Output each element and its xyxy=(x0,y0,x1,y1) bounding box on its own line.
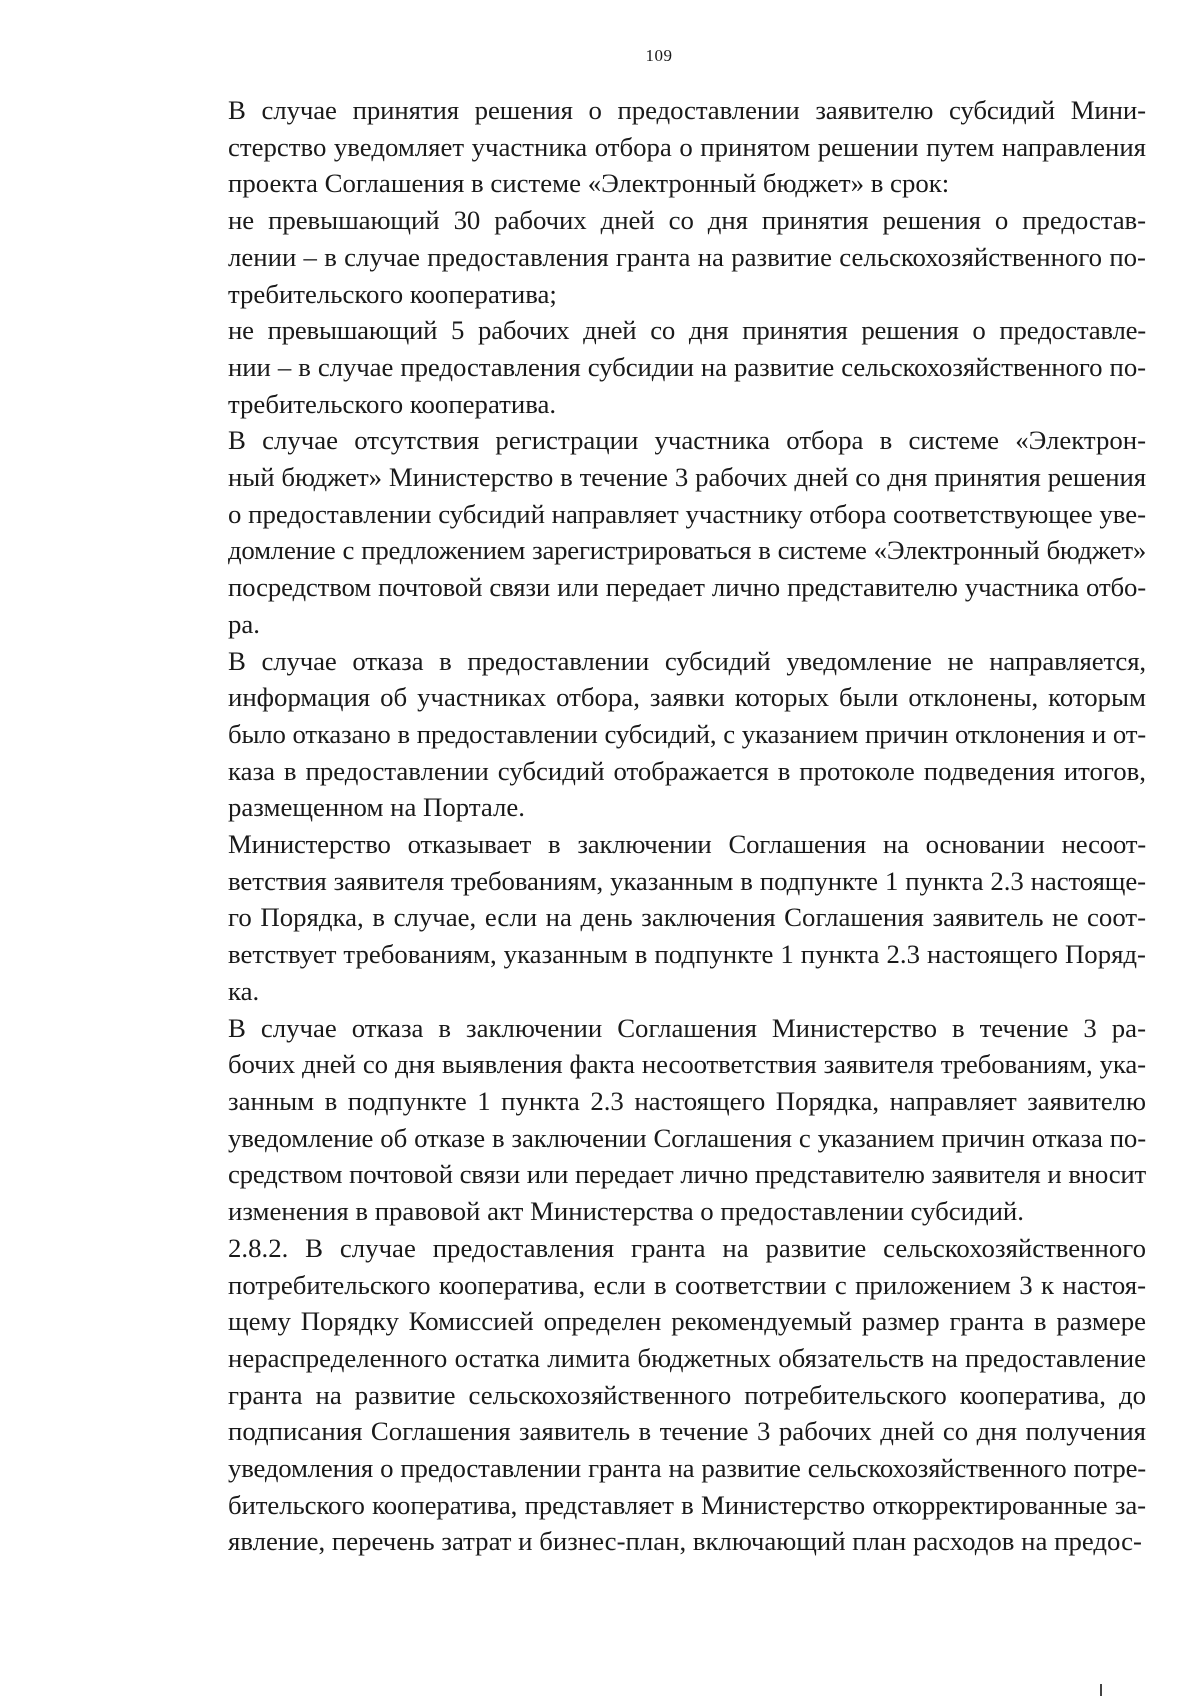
text-line: требительского кооператива. xyxy=(228,388,557,419)
text-line: В случае отказа в предоставлении субсидий уведомление не направляется, xyxy=(228,645,1146,676)
text-line: нераспределенного остатка лимита бюджетных обязательств на предоставление xyxy=(228,1342,1146,1373)
text-line: ветствует требованиям, указанным в подпункте 1 пункта 2.3 настоящего Поряд- xyxy=(228,939,1146,970)
text-line: лении – в случае предоставления гранта на развитие сельскохозяйственного по- xyxy=(228,241,1146,272)
page-number: 109 xyxy=(645,46,673,65)
text-line: ный бюджет» Министерство в течение 3 рабочих дней со дня принятия решения xyxy=(228,462,1146,493)
text-line: потребительского кооператива, если в соответствии с приложением 3 к настоя- xyxy=(228,1269,1146,1300)
text-line: гранта на развитие сельскохозяйственного потребительского кооператива, до xyxy=(228,1379,1146,1410)
paragraph xyxy=(158,1230,1146,1560)
text-line: о предоставлении субсидий направляет участнику отбора соответствующее уве- xyxy=(228,498,1147,529)
text-line: В случае отсутствия регистрации участника отбора в системе «Электрон- xyxy=(228,425,1146,456)
paragraph xyxy=(158,92,1146,202)
text-line: занным в подпункте 1 пункта 2.3 настоящего Порядка, направляет заявителю xyxy=(228,1085,1146,1116)
text-line: явление, перечень затрат и бизнес-план, включающий план расходов на предос- xyxy=(228,1526,1142,1557)
text-line: ка. xyxy=(228,975,260,1006)
text-line: нии – в случае предоставления субсидии на развитие сельскохозяйственного по- xyxy=(228,351,1146,382)
paragraph xyxy=(158,202,1146,312)
text-line: щему Порядку Комиссией определен рекомендуемый размер гранта в размере xyxy=(228,1306,1146,1337)
text-line: средством почтовой связи или передает лично представителю заявителя и вносит xyxy=(228,1159,1146,1190)
text-line: не превышающий 30 рабочих дней со дня принятия решения о предостав- xyxy=(228,205,1146,236)
paragraph xyxy=(158,422,1146,642)
text-line: бительского кооператива, представляет в Министерство откорректированные за- xyxy=(228,1489,1146,1520)
text-line: было отказано в предоставлении субсидий, с указанием причин отклонения и от- xyxy=(228,718,1146,749)
scan-mark xyxy=(1100,1684,1102,1696)
text-line: уведомления о предоставлении гранта на развитие сельскохозяйственного потре- xyxy=(228,1453,1146,1484)
text-line: подписания Соглашения заявитель в течение 3 рабочих дней со дня получения xyxy=(228,1416,1146,1447)
text-line: уведомление об отказе в заключении Соглашения с указанием причин отказа по- xyxy=(228,1122,1146,1153)
paragraph xyxy=(158,826,1146,1010)
text-line: размещенном на Портале. xyxy=(228,792,525,823)
text-line: требительского кооператива; xyxy=(228,278,557,309)
text-line: изменения в правовой акт Министерства о предоставлении субсидий. xyxy=(228,1196,1024,1227)
text-line: го Порядка, в случае, если на день заключения Соглашения заявитель не соот- xyxy=(228,902,1146,933)
text-line: посредством почтовой связи или передает лично представителю участника отбо- xyxy=(228,572,1146,603)
text-line: В случае принятия решения о предоставлении заявителю субсидий Мини- xyxy=(228,95,1146,125)
paragraph xyxy=(158,643,1146,827)
text-line: домление с предложением зарегистрироваться в системе «Электронный бюджет» xyxy=(228,535,1146,566)
text-line: В случае отказа в заключении Соглашения Министерство в течение 3 ра- xyxy=(228,1012,1146,1043)
text-line: проекта Соглашения в системе «Электронный бюджет» в срок: xyxy=(228,168,950,199)
text-line: информация об участниках отбора, заявки которых были отклонены, которым xyxy=(228,682,1146,713)
text-line: не превышающий 5 рабочих дней со дня принятия решения о предоставле- xyxy=(228,315,1146,346)
text-line: ра. xyxy=(228,608,260,639)
text-line: 2.8.2. В случае предоставления гранта на развитие сельскохозяйственного xyxy=(228,1232,1146,1263)
text-line: стерство уведомляет участника отбора о принятом решении путем направления xyxy=(228,131,1146,162)
text-line: Министерство отказывает в заключении Соглашения на основании несоот- xyxy=(228,829,1146,860)
text-line: бочих дней со дня выявления факта несоответствия заявителя требованиям, ука- xyxy=(228,1049,1146,1080)
text-line: каза в предоставлении субсидий отображается в протоколе подведения итогов, xyxy=(228,755,1146,786)
paragraph xyxy=(158,1010,1146,1230)
paragraph xyxy=(158,312,1146,422)
text-line: ветствия заявителя требованиям, указанным в подпункте 1 пункта 2.3 настояще- xyxy=(228,865,1146,896)
document-body xyxy=(158,92,1146,1560)
